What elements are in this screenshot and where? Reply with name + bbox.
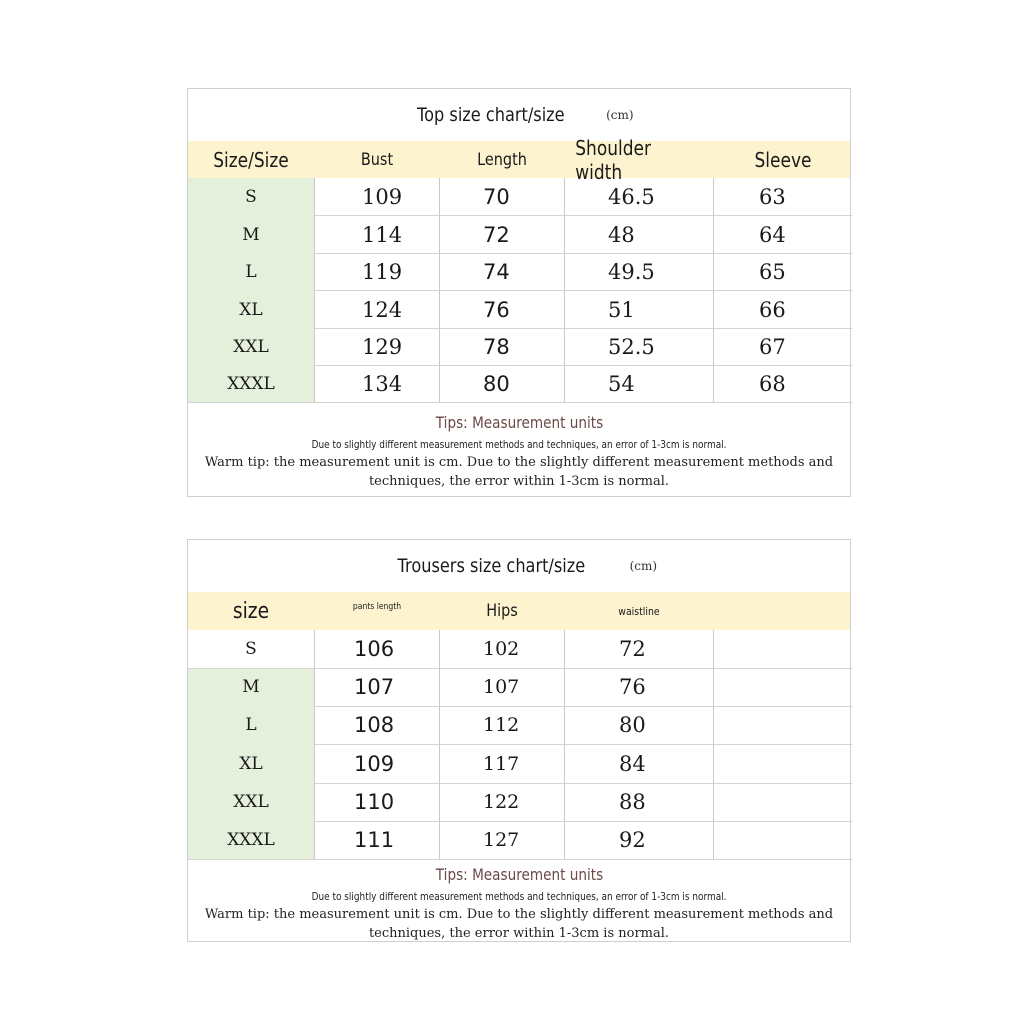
waistline-cell: 72: [619, 637, 646, 661]
shoulder-cell: 46.5: [608, 185, 655, 209]
sleeve-cell: 66: [759, 298, 786, 322]
hips-cell: 107: [483, 676, 520, 698]
sleeve-cell: 63: [759, 185, 786, 209]
waistline-cell: 80: [619, 713, 646, 737]
header-shoulder-width: Shoulder width: [575, 135, 651, 184]
header-size: size: [232, 598, 270, 624]
hips-cell: 117: [483, 753, 520, 775]
size-cell: XXL: [233, 792, 269, 812]
header-empty: [724, 592, 841, 630]
top-size-chart: [187, 88, 851, 497]
waistline-cell: 88: [619, 790, 646, 814]
size-cell: M: [242, 225, 260, 245]
shoulder-cell: 52.5: [608, 335, 655, 359]
header-sleeve: Sleeve: [754, 147, 812, 172]
tips-note: Due to slightly different measurement methods and techniques, an error of 1-3cm is normal.: [311, 891, 727, 903]
trousers-chart-header-row: [188, 592, 850, 630]
hips-cell: 102: [483, 638, 520, 660]
pants-length-cell: 110: [354, 790, 395, 814]
bust-cell: 124: [362, 298, 403, 322]
header-waistline: waistline: [618, 604, 660, 618]
table-row: [188, 216, 850, 254]
bust-cell: 134: [362, 372, 403, 396]
size-cell: L: [245, 262, 257, 282]
header-bust: Bust: [360, 149, 394, 170]
size-cell: XL: [239, 300, 263, 320]
length-cell: 72: [483, 223, 510, 247]
length-cell: 76: [483, 298, 510, 322]
sleeve-cell: 65: [759, 260, 786, 284]
header-hips: Hips: [486, 601, 518, 621]
header-length: Length: [477, 149, 527, 170]
hips-cell: 112: [483, 714, 520, 736]
trousers-chart-title: Trousers size chart/size: [397, 555, 586, 577]
size-cell: XXL: [233, 337, 269, 357]
pants-length-cell: 109: [354, 752, 395, 776]
shoulder-cell: 48: [608, 223, 635, 247]
table-row: [188, 783, 850, 821]
size-cell: XXXL: [227, 374, 275, 394]
table-row: [188, 668, 850, 706]
length-cell: 78: [483, 335, 510, 359]
pants-length-cell: 111: [354, 828, 395, 852]
sleeve-cell: 64: [759, 223, 786, 247]
waistline-cell: 92: [619, 828, 646, 852]
bust-cell: 109: [362, 185, 403, 209]
size-cell: XL: [239, 754, 263, 774]
trousers-size-chart: [187, 539, 851, 942]
top-chart-tips: [188, 413, 850, 491]
trousers-chart-title-row: [188, 540, 850, 592]
divider: [188, 859, 852, 860]
trousers-chart-unit: (cm): [629, 559, 658, 573]
table-row: [188, 178, 850, 216]
table-row: [188, 821, 850, 859]
waistline-cell: 76: [619, 675, 646, 699]
top-chart-unit: (cm): [606, 108, 634, 122]
pants-length-cell: 108: [354, 713, 395, 737]
sleeve-cell: 68: [759, 372, 786, 396]
tips-note: Due to slightly different measurement methods and techniques, an error of 1-3cm is normal.: [311, 439, 727, 451]
length-cell: 74: [483, 260, 510, 284]
hips-cell: 122: [483, 791, 520, 813]
top-chart-header-row: [188, 135, 850, 184]
shoulder-cell: 49.5: [608, 260, 655, 284]
bust-cell: 119: [362, 260, 403, 284]
size-cell: S: [245, 187, 257, 207]
warm-tip: Warm tip: the measurement unit is cm. Due to the slightly different measurement methods and techniques, the error within 1-3cm is normal.: [204, 907, 834, 941]
header-size: Size/Size: [213, 147, 289, 172]
table-row: [188, 630, 850, 668]
size-cell: L: [245, 715, 257, 735]
trousers-chart-body: [188, 630, 850, 860]
top-chart-title: Top size chart/size: [417, 104, 566, 126]
size-cell: S: [245, 639, 257, 659]
table-row: [188, 253, 850, 291]
bust-cell: 129: [362, 335, 403, 359]
tips-title: Tips: Measurement units: [435, 413, 603, 432]
size-cell: XXXL: [227, 830, 275, 850]
top-chart-body: [188, 178, 850, 403]
table-row: [188, 291, 850, 329]
sleeve-cell: 67: [759, 335, 786, 359]
trousers-chart-tips: [188, 865, 850, 943]
header-pants-length: pants length: [352, 602, 402, 612]
pants-length-cell: 106: [354, 637, 395, 661]
bust-cell: 114: [362, 223, 403, 247]
pants-length-cell: 107: [354, 675, 395, 699]
size-cell: M: [242, 677, 260, 697]
warm-tip: Warm tip: the measurement unit is cm. Due to the slightly different measurement methods and techniques, the error within 1-3cm is normal.: [204, 455, 834, 489]
tips-title: Tips: Measurement units: [435, 865, 603, 884]
top-chart-title-row: [188, 89, 850, 141]
table-row: [188, 365, 850, 403]
hips-cell: 127: [483, 829, 520, 851]
length-cell: 70: [483, 185, 510, 209]
table-row: [188, 745, 850, 783]
waistline-cell: 84: [619, 752, 646, 776]
table-row: [188, 328, 850, 366]
shoulder-cell: 51: [608, 298, 635, 322]
length-cell: 80: [483, 372, 510, 396]
table-row: [188, 706, 850, 744]
shoulder-cell: 54: [608, 372, 635, 396]
